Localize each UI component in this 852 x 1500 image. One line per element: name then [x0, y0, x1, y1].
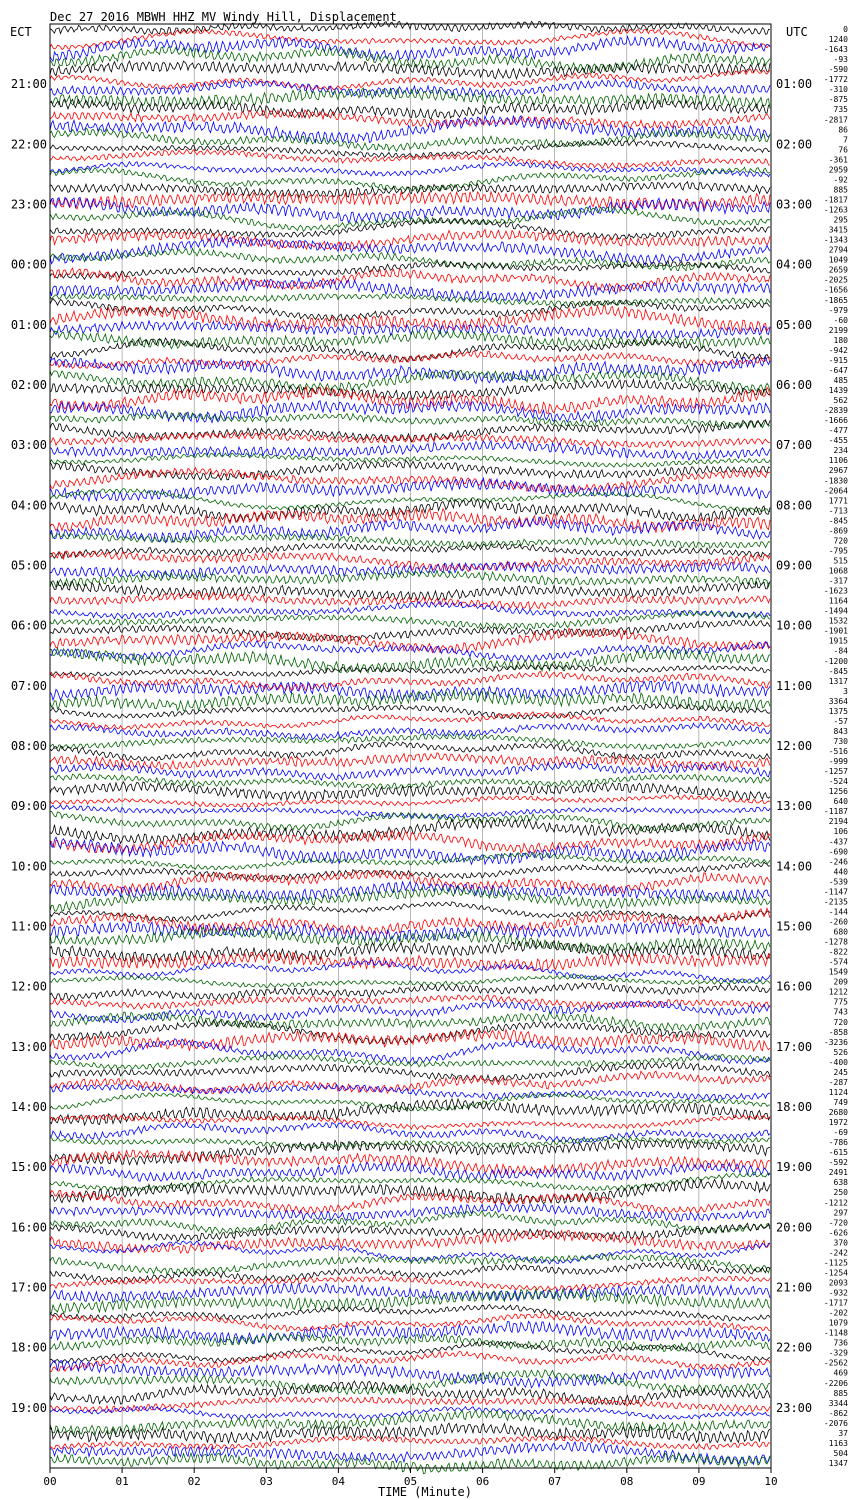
- trace-offset-label: 2959: [828, 165, 848, 175]
- trace-offset-label: 843: [833, 726, 848, 736]
- left-hour-label: 11:00: [10, 919, 47, 934]
- seismic-trace-line: [50, 704, 770, 720]
- seismic-trace-line: [50, 1397, 770, 1412]
- seismic-trace-line: [50, 98, 770, 119]
- seismic-trace-line: [50, 902, 770, 922]
- trace-offset-label: 680: [833, 927, 848, 937]
- trace-offset-label: 2194: [828, 817, 848, 827]
- trace-offset-label: 515: [833, 556, 848, 566]
- trace-offset-label: -1343: [823, 235, 848, 245]
- x-tick-label: 00: [43, 1475, 57, 1488]
- left-hour-label: 00:00: [10, 257, 47, 272]
- seismic-trace-line: [50, 306, 770, 332]
- seismic-trace-line: [50, 1370, 770, 1395]
- trace-offset-label: -57: [833, 716, 848, 726]
- x-axis-label: TIME (Minute): [378, 1485, 472, 1499]
- trace-offset-label: 3415: [828, 225, 848, 235]
- trace-offset-label: 1256: [828, 787, 848, 797]
- trace-offset-label: -2076: [823, 1418, 848, 1428]
- trace-offset-label: 3: [843, 686, 848, 696]
- trace-offset-label: 640: [833, 797, 848, 807]
- seismic-trace-line: [50, 712, 770, 730]
- trace-offset-label: 885: [833, 185, 848, 195]
- right-hour-label: 23:00: [776, 1400, 813, 1415]
- seismic-trace-line: [50, 570, 770, 587]
- trace-offset-label: 1106: [828, 456, 848, 466]
- trace-offset-label: 37: [838, 1428, 848, 1438]
- right-hour-label: 09:00: [776, 558, 813, 573]
- seismic-trace-line: [50, 453, 770, 467]
- trace-offset-label: -3236: [823, 1037, 848, 1047]
- seismic-trace-line: [50, 182, 770, 198]
- seismic-trace-line: [50, 110, 770, 128]
- chart-title: Dec 27 2016 MBWH HHZ MV Windy Hill, Displacement: [50, 10, 397, 24]
- right-hour-label: 01:00: [776, 77, 813, 92]
- trace-offset-label: -1200: [823, 656, 848, 666]
- trace-offset-label: 209: [833, 977, 848, 987]
- trace-offset-label: -795: [828, 546, 848, 556]
- trace-offset-label: -477: [828, 426, 848, 436]
- trace-offset-label: 1163: [828, 1438, 848, 1448]
- trace-offset-label: 730: [833, 736, 848, 746]
- trace-offset-label: -858: [828, 1027, 848, 1037]
- left-hour-label: 17:00: [10, 1280, 47, 1295]
- trace-offset-label: 504: [833, 1448, 848, 1458]
- left-hour-label: 21:00: [10, 77, 47, 92]
- right-hour-label: 19:00: [776, 1160, 813, 1175]
- trace-offset-label: 1549: [828, 967, 848, 977]
- seismic-trace-line: [50, 1254, 770, 1274]
- left-hour-label: 14:00: [10, 1100, 47, 1114]
- x-tick-label: 06: [475, 1475, 490, 1488]
- seismic-trace-line: [50, 441, 770, 461]
- trace-offset-label: -1187: [823, 807, 848, 817]
- seismic-trace-line: [50, 601, 770, 619]
- trace-offset-label: 3344: [828, 1398, 848, 1408]
- seismic-trace-line: [50, 299, 770, 321]
- seismic-trace-line: [50, 887, 770, 912]
- trace-offset-label: -287: [828, 1077, 848, 1087]
- seismic-trace-line: [50, 370, 770, 392]
- seismic-trace-line: [50, 207, 770, 231]
- trace-offset-label: 7: [843, 135, 848, 145]
- trace-offset-label: -329: [828, 1348, 848, 1358]
- trace-offset-label: -690: [828, 847, 848, 857]
- right-hour-label: 03:00: [776, 197, 813, 212]
- trace-offset-label: -647: [828, 365, 848, 375]
- seismic-trace-line: [50, 975, 770, 988]
- seismic-trace-line: [50, 1172, 770, 1191]
- trace-offset-label: 775: [833, 997, 848, 1007]
- trace-offset-label: -246: [828, 857, 848, 867]
- seismic-trace-line: [50, 1012, 770, 1031]
- left-hour-label: 06:00: [10, 618, 47, 633]
- trace-offset-label: -574: [828, 957, 848, 967]
- seismic-trace-line: [50, 1204, 770, 1221]
- trace-offset-label: -260: [828, 917, 848, 927]
- trace-offset-label: -516: [828, 747, 848, 757]
- trace-offset-label: 295: [833, 215, 848, 225]
- trace-offset-label: 1212: [828, 987, 848, 997]
- trace-offset-label: -1717: [823, 1298, 848, 1308]
- trace-offset-label: 234: [833, 446, 848, 456]
- trace-offset-label: 180: [833, 335, 848, 345]
- x-tick-label: 07: [548, 1475, 562, 1488]
- trace-offset-label: -317: [828, 576, 848, 586]
- x-tick-label: 09: [692, 1475, 706, 1488]
- trace-offset-label: -626: [828, 1228, 848, 1238]
- left-hour-label: 22:00: [10, 137, 47, 152]
- right-hour-label: 20:00: [776, 1220, 813, 1235]
- right-hour-label: 16:00: [776, 979, 813, 994]
- trace-offset-label: 749: [833, 1097, 848, 1107]
- seismic-trace-line: [50, 611, 770, 629]
- trace-offset-label: 297: [833, 1208, 848, 1218]
- trace-offset-label: -242: [828, 1248, 848, 1258]
- seismic-trace-line: [50, 795, 770, 807]
- seismic-trace-line: [50, 517, 770, 543]
- left-hour-label: 09:00: [10, 799, 47, 814]
- trace-offset-label: 3364: [828, 696, 848, 706]
- trace-offset-label: 1771: [828, 496, 848, 506]
- right-hour-label: 13:00: [776, 799, 813, 814]
- trace-offset-label: -437: [828, 837, 848, 847]
- trace-offset-label: 106: [833, 827, 848, 837]
- left-hour-label: 15:00: [10, 1160, 47, 1175]
- trace-offset-label: 440: [833, 867, 848, 877]
- trace-offset-label: -2025: [823, 275, 848, 285]
- seismic-trace-line: [50, 192, 770, 210]
- x-tick-label: 10: [764, 1475, 778, 1488]
- trace-offset-label: -69: [833, 1128, 848, 1138]
- right-hour-label: 08:00: [776, 498, 813, 513]
- trace-offset-label: -615: [828, 1148, 848, 1158]
- right-hour-label: 21:00: [776, 1280, 813, 1295]
- trace-offset-label: -361: [828, 155, 848, 165]
- trace-offset-label: -144: [828, 907, 848, 917]
- trace-offset-label: -822: [828, 947, 848, 957]
- trace-offset-label: -2064: [823, 486, 848, 496]
- trace-offset-label: 736: [833, 1338, 848, 1348]
- seismic-trace-line: [50, 562, 770, 579]
- trace-offset-label: -720: [828, 1218, 848, 1228]
- right-hour-label: 11:00: [776, 678, 813, 693]
- trace-offset-label: -786: [828, 1138, 848, 1148]
- trace-offset-label: -1830: [823, 476, 848, 486]
- trace-offset-label: -539: [828, 877, 848, 887]
- trace-offset-label: -875: [828, 95, 848, 105]
- axis-labels: [11, 25, 848, 1488]
- trace-offset-label: -1257: [823, 767, 848, 777]
- seismic-trace-line: [50, 1115, 770, 1129]
- seismic-trace-line: [50, 468, 770, 493]
- trace-offset-label: 1317: [828, 676, 848, 686]
- seismic-trace-line: [50, 753, 770, 770]
- trace-offset-label: -2817: [823, 115, 848, 125]
- left-hour-label: 23:00: [10, 197, 47, 212]
- seismic-trace-line: [50, 1179, 770, 1204]
- trace-offset-label: -455: [828, 436, 848, 446]
- trace-offset-label: -400: [828, 1057, 848, 1067]
- seismic-trace-line: [50, 413, 770, 428]
- trace-offset-label: 86: [838, 125, 848, 135]
- trace-offset-label: 2659: [828, 265, 848, 275]
- right-hour-label: 04:00: [776, 257, 813, 272]
- seismic-trace-line: [50, 952, 770, 971]
- left-hour-label: 10:00: [10, 859, 47, 874]
- x-tick-label: 04: [331, 1475, 346, 1488]
- seismic-trace-line: [50, 36, 770, 61]
- trace-offset-label: -1643: [823, 45, 848, 55]
- left-hour-label: 01:00: [10, 317, 47, 332]
- trace-offset-label: 1164: [828, 596, 848, 606]
- right-hour-label: 15:00: [776, 919, 813, 934]
- trace-offset-label: -1254: [823, 1268, 848, 1278]
- trace-offset-label: 1375: [828, 706, 848, 716]
- trace-offset-label: -1656: [823, 285, 848, 295]
- trace-offset-label: 1049: [828, 255, 848, 265]
- trace-offset-label: -60: [833, 315, 848, 325]
- trace-offset-label: -845: [828, 516, 848, 526]
- seismic-trace-line: [50, 1411, 770, 1435]
- trace-offset-label: 469: [833, 1368, 848, 1378]
- seismic-trace-line: [50, 837, 770, 864]
- right-hour-label: 05:00: [776, 317, 813, 332]
- trace-offset-label: 638: [833, 1178, 848, 1188]
- trace-offset-label: 2794: [828, 245, 848, 255]
- right-hour-label: 10:00: [776, 618, 813, 633]
- left-hour-label: 05:00: [10, 558, 47, 573]
- seismic-trace-line: [50, 1361, 770, 1388]
- left-timezone-label: ECT: [10, 25, 32, 39]
- trace-offset-label: -2562: [823, 1358, 848, 1368]
- trace-offset-label: -999: [828, 757, 848, 767]
- trace-offset-label: -1125: [823, 1258, 848, 1268]
- left-hour-label: 07:00: [10, 678, 47, 693]
- right-hour-label: 18:00: [776, 1100, 813, 1114]
- seismic-trace-line: [50, 197, 770, 223]
- trace-offset-label: -2839: [823, 406, 848, 416]
- x-tick-label: 05: [403, 1475, 418, 1488]
- trace-offset-label: -979: [828, 305, 848, 315]
- left-hour-label: 18:00: [10, 1340, 47, 1355]
- right-hour-label: 22:00: [776, 1340, 813, 1355]
- right-hour-label: 06:00: [776, 378, 813, 392]
- trace-offset-label: -592: [828, 1158, 848, 1168]
- trace-offset-label: 370: [833, 1238, 848, 1248]
- trace-offset-label: 526: [833, 1047, 848, 1057]
- seismic-trace-line: [50, 248, 770, 270]
- trace-offset-label: -2206: [823, 1378, 848, 1388]
- trace-offset-label: -1772: [823, 75, 848, 85]
- trace-offset-label: 1915: [828, 636, 848, 646]
- right-hour-label: 12:00: [776, 739, 813, 753]
- right-hour-label: 17:00: [776, 1039, 813, 1054]
- seismic-trace-line: [50, 1381, 770, 1405]
- seismic-trace-line: [50, 432, 770, 447]
- seismic-trace-line: [50, 830, 770, 852]
- trace-offset-label: 743: [833, 1007, 848, 1017]
- trace-offset-label: -862: [828, 1408, 848, 1418]
- trace-offset-label: 485: [833, 375, 848, 385]
- trace-offset-label: 2199: [828, 325, 848, 335]
- trace-offset-label: -524: [828, 777, 848, 787]
- seismic-trace-line: [50, 665, 770, 677]
- seismic-trace-line: [50, 1063, 770, 1082]
- trace-offset-label: -1817: [823, 195, 848, 205]
- trace-offset-label: 245: [833, 1067, 848, 1077]
- seismic-trace-line: [50, 1321, 770, 1344]
- trace-offset-label: 735: [833, 105, 848, 115]
- trace-offset-label: 250: [833, 1188, 848, 1198]
- left-hour-label: 19:00: [10, 1400, 47, 1415]
- x-tick-label: 03: [259, 1475, 273, 1488]
- seismic-trace-line: [50, 1423, 770, 1443]
- left-hour-label: 03:00: [10, 438, 47, 453]
- trace-offset-label: 1532: [828, 616, 848, 626]
- trace-offset-label: 562: [833, 396, 848, 406]
- seismic-traces: [50, 21, 770, 1473]
- seismic-trace-line: [50, 1122, 770, 1143]
- trace-offset-label: 885: [833, 1388, 848, 1398]
- right-hour-label: 07:00: [776, 438, 813, 453]
- trace-offset-label: 76: [838, 145, 848, 155]
- right-timezone-label: UTC: [786, 25, 808, 39]
- trace-offset-label: -932: [828, 1288, 848, 1298]
- trace-offset-label: 0: [843, 25, 848, 35]
- trace-offset-label: -590: [828, 65, 848, 75]
- seismic-trace-line: [50, 581, 770, 601]
- seismic-trace-line: [50, 261, 770, 280]
- trace-offset-label: -2135: [823, 897, 848, 907]
- trace-offset-label: 2680: [828, 1108, 848, 1118]
- trace-offset-label: -1212: [823, 1198, 848, 1208]
- trace-offset-label: -1623: [823, 586, 848, 596]
- left-hour-label: 16:00: [10, 1220, 47, 1235]
- x-tick-label: 08: [620, 1475, 634, 1488]
- trace-offset-label: -845: [828, 666, 848, 676]
- trace-offset-label: -1865: [823, 295, 848, 305]
- trace-offset-label: -915: [828, 355, 848, 365]
- trace-offset-label: 1972: [828, 1118, 848, 1128]
- trace-offset-label: 2967: [828, 466, 848, 476]
- trace-offset-label: -1666: [823, 416, 848, 426]
- left-hour-label: 13:00: [10, 1039, 47, 1054]
- trace-offset-label: -869: [828, 526, 848, 536]
- seismic-trace-line: [50, 420, 770, 442]
- trace-offset-label: -1148: [823, 1328, 848, 1338]
- left-hour-label: 02:00: [10, 378, 47, 392]
- seismic-trace-line: [50, 1211, 770, 1234]
- seismic-trace-line: [50, 1137, 770, 1148]
- seismic-trace-line: [50, 150, 770, 169]
- left-hour-label: 08:00: [10, 739, 47, 753]
- seismic-trace-line: [50, 1039, 770, 1064]
- trace-offset-label: 720: [833, 536, 848, 546]
- left-hour-label: 04:00: [10, 498, 47, 513]
- trace-offset-label: -713: [828, 506, 848, 516]
- trace-offset-label: 1068: [828, 566, 848, 576]
- seismic-trace-line: [50, 533, 770, 548]
- trace-offset-label: -1278: [823, 937, 848, 947]
- trace-offset-label: 1079: [828, 1318, 848, 1328]
- left-hour-label: 12:00: [10, 979, 47, 994]
- seismic-trace-line: [50, 882, 770, 901]
- right-hour-label: 02:00: [776, 137, 813, 152]
- trace-offset-label: 1240: [828, 35, 848, 45]
- trace-offset-label: 1347: [828, 1458, 848, 1468]
- trace-offset-label: 2093: [828, 1278, 848, 1288]
- trace-offset-label: -92: [833, 175, 848, 185]
- trace-offset-label: -942: [828, 345, 848, 355]
- trace-offset-label: -202: [828, 1308, 848, 1318]
- right-hour-label: 14:00: [776, 859, 813, 874]
- trace-offset-label: -1494: [823, 606, 848, 616]
- trace-offset-label: -84: [833, 646, 848, 656]
- x-tick-label: 02: [187, 1475, 201, 1488]
- trace-offset-label: 1124: [828, 1087, 848, 1097]
- seismic-trace-line: [50, 1304, 770, 1321]
- trace-offset-label: -310: [828, 85, 848, 95]
- trace-offset-label: 720: [833, 1017, 848, 1027]
- seismic-trace-line: [50, 734, 770, 750]
- seismic-trace-line: [50, 1223, 770, 1241]
- trace-offset-label: -1263: [823, 205, 848, 215]
- trace-offset-label: -1147: [823, 887, 848, 897]
- trace-offset-label: 2491: [828, 1168, 848, 1178]
- trace-offset-label: -1901: [823, 626, 848, 636]
- seismic-trace-line: [50, 742, 770, 761]
- trace-offset-label: -93: [833, 55, 848, 65]
- seismic-trace-line: [50, 162, 770, 177]
- x-tick-label: 01: [115, 1475, 129, 1488]
- seismic-trace-line: [50, 1191, 770, 1214]
- seismic-trace-line: [50, 921, 770, 941]
- trace-offset-label: 1439: [828, 386, 848, 396]
